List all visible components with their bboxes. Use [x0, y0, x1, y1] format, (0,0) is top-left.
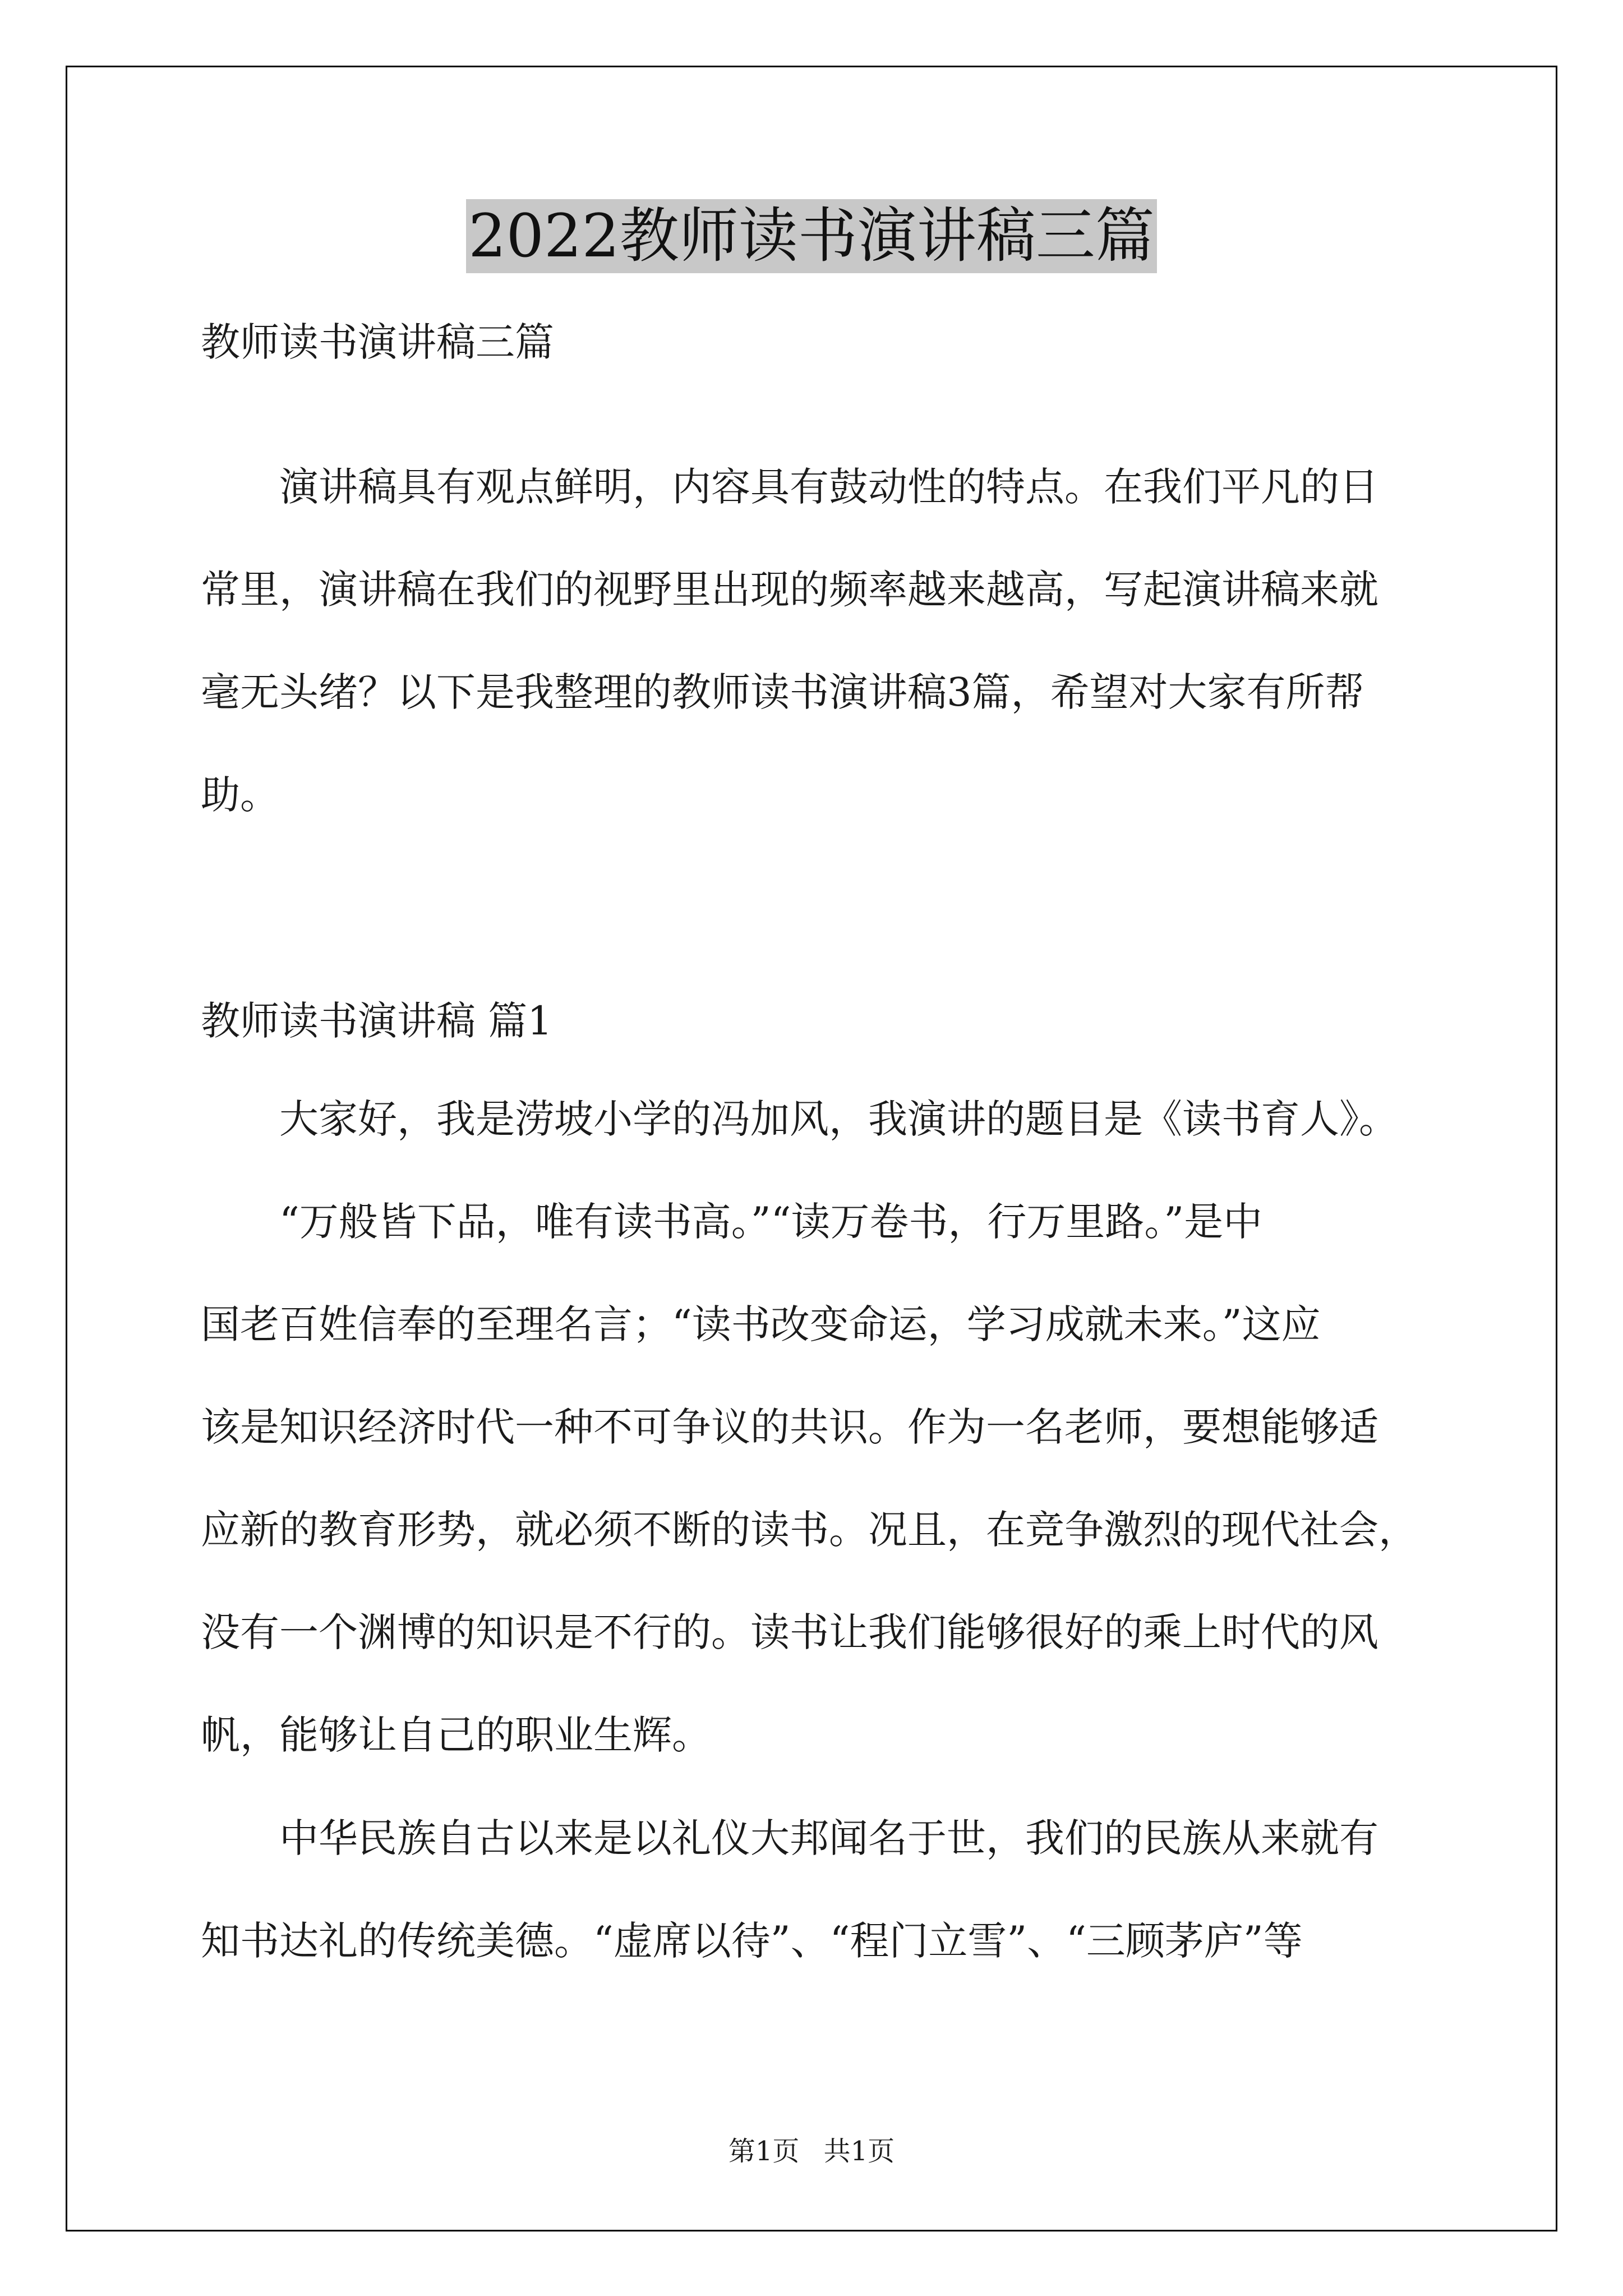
paragraph-line: 知书达礼的传统美德。“虚席以待”、“程门立雪”、“三顾茅庐”等: [201, 1918, 1303, 1964]
document-subtitle: 教师读书演讲稿三篇: [201, 319, 554, 365]
title-container: [0, 199, 1623, 273]
section-heading: 教师读书演讲稿 篇1: [201, 998, 552, 1044]
greeting-paragraph: [201, 1068, 1435, 1171]
page-total: 共1页: [823, 2136, 895, 2167]
paragraph-line: 国老百姓信奉的至理名言；“读书改变命运，学习成就未来。”这应: [201, 1301, 1321, 1347]
paragraph-line: 大家好，我是涝坡小学的冯加风，我演讲的题目是《读书育人》。: [279, 1096, 1398, 1142]
culture-paragraph: [201, 1787, 1435, 1993]
paragraph-line: “万般皆下品，唯有读书高。”“读万卷书，行万里路。”是中: [279, 1199, 1263, 1245]
quote-paragraph: [201, 1171, 1435, 1787]
intro-paragraph: [201, 436, 1435, 846]
paragraph-line: 演讲稿具有观点鲜明，内容具有鼓动性的特点。在我们平凡的日: [279, 464, 1378, 510]
page-number: 第1页: [728, 2136, 800, 2167]
paragraph-line: 中华民族自古以来是以礼仪大邦闻名于世，我们的民族从来就有: [279, 1815, 1378, 1861]
paragraph-line: 常里，演讲稿在我们的视野里出现的频率越来越高，写起演讲稿来就: [201, 567, 1378, 613]
document-title: 2022教师读书演讲稿三篇: [466, 199, 1157, 273]
paragraph-line: 助。: [201, 772, 279, 818]
paragraph-line: 没有一个渊博的知识是不行的。读书让我们能够很好的乘上时代的风: [201, 1609, 1378, 1655]
paragraph-line: 帆，能够让自己的职业生辉。: [201, 1712, 711, 1758]
paragraph-line: 应新的教育形势，就必须不断的读书。况且，在竞争激烈的现代社会，: [201, 1507, 1418, 1553]
paragraph-line: 毫无头绪？以下是我整理的教师读书演讲稿3篇，希望对大家有所帮: [201, 669, 1364, 715]
paragraph-line: 该是知识经济时代一种不可争议的共识。作为一名老师，要想能够适: [201, 1404, 1378, 1450]
page-footer: [0, 2134, 1623, 2168]
